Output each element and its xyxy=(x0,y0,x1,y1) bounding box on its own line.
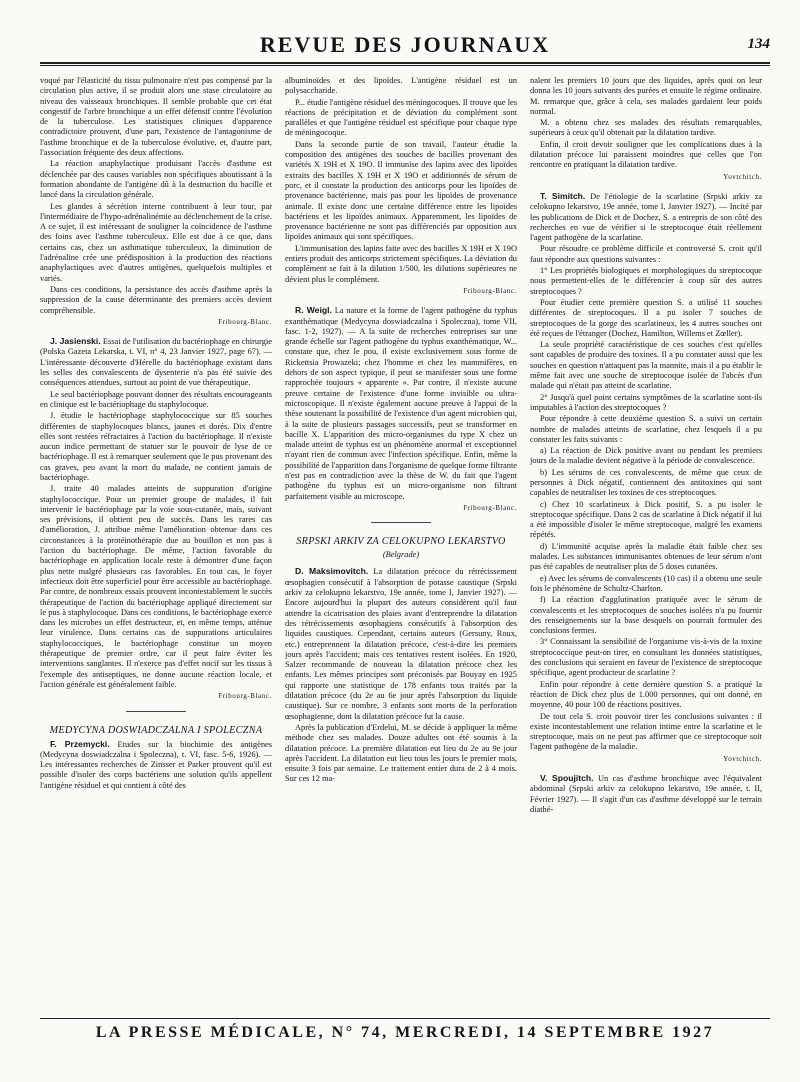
column-1 xyxy=(40,76,272,1014)
article-paragraph xyxy=(40,411,272,483)
paragraph-text: Enfin pour répondre à cette dernière question S. a pratiqué la réaction de Dick chez plus de 1.000 personnes, qui ont donné, en moyenne, 40 pour 100 de réactions positives. xyxy=(530,679,762,710)
paragraph-text: Pour résoudre ce problème difficile et controversé S. croit qu'il faut répondre aux questions suivantes : xyxy=(530,244,762,264)
section-heading: MEDYCYNA DOSWIADCZALNA I SPOLECZNA xyxy=(49,724,263,736)
article-lead-paragraph xyxy=(530,191,762,243)
article-signature: Yovtchitch. xyxy=(723,172,762,181)
paragraph-text: J. traite 40 malades atteints de suppuration d'origine staphylococcique. Pour un premier groupe de malades, il fait intervenir le bactériophage par la voie sous-cutanée, mais, suivant ses prévisions, il obtient peu de succès. Dans les rares cas d'amélioration, J. attribue même l'amélioration obtenue dans ces circonstances à la protéinothérapie due au bouillon et non pas à l'action du bactériophage. De même, l'action favorable du bactériophage en application locale reste à démontrer d'une façon plus nette malgré plusieurs cas favorables. En tout cas, le foyer infectieux doit être superficiel pour être accessible au bactériophage. Par contre, de nombreux essais prouvent incontestablement le succès thérapeutique de l'action du bactériophage appliqué directement sur le pus à staphylocoque. Dans ces conditions, le bactériophage exerce dans les microbes un effet destructeur, et, en même temps, atténue leur virulence. Dans certains cas de suppurations articulaires staphylococciques, le bactériophage constitue un moyen thérapeutique de premier ordre, car il peut faire éviter les interventions sanglantes. Il n'exerce pas d'effet nocif sur les tissus à l'exemple des antiseptiques, ne donne aucune réaction locale, et l'action générale est généralement faible. xyxy=(40,484,272,689)
article-signature: Fribourg-Blanc. xyxy=(463,503,517,512)
paragraph-text: Pour répondre à cette deuxième question S. a suivi un certain nombre de malades atteints de scarlatine, chez lesquels il a pu constater les faits suivants : xyxy=(530,414,762,444)
article-paragraph xyxy=(40,202,272,284)
paragraph-text: f) La réaction d'agglutination pratiquée avec le sérum de convalescents et les streptocoques de souches isolées n'a pu fournir des renseignements sur la base desquels on pourrait formuler des conclusions fermes. xyxy=(530,595,762,636)
paragraph-text: Pour étudier cette première question S. a utilisé 11 souches différentes de streptocoques. Il a pu isoler 7 souches de streptocoques de la gorge des scarlatineux, les 4 autres souches ont été reçues de l'étranger (Dochez, Hamilton, Willems et Zœller). xyxy=(530,297,762,338)
article-paragraph xyxy=(530,118,762,139)
article-lead-paragraph xyxy=(40,336,272,388)
article-paragraph xyxy=(530,542,762,573)
paragraph-text: La dilatation précoce du rétrécissement œsophagien consécutif à l'absorption de potasse caustique (Srpski arkiv za celokupno lekarstvo, 19e année, tome I, Janvier 1927). — Encore aujourd'hui la plupart des auteurs considèrent qu'il faut attendre la cicatrisation des plaies avant d'entreprendre la dilatation des rétrécissements œsophagiens consécutifs à l'absorption des liquides caustiques. Cependant, certains auteurs (Gersuny, Roux, etc.) entreprennent la dilatation précoce, c'est-à-dire les premiers jours après l'accident; mais ces tentatives restent isolées. En 1920, Salzer recommande de nouveau la dilatation précoce chez les enfants. Les mêmes principes sont préconisés par Bouyay en 1925 qui rapporte une statistique de 178 enfants tous traités par la dilatation précoce (du 2e au 6e jour après l'absorption du liquide caustique). Sur ce nombre, 3 enfants sont morts de la perforation œsophagienne, dont la dilatation précoce fut la cause. xyxy=(285,567,517,721)
paragraph-text: Le seul bactériophage pouvant donner des résultats encourageants en clinique est le bactériophage du staphylocoque. xyxy=(40,389,272,409)
article-paragraph xyxy=(285,140,517,243)
paragraph-text: J. étudie le bactériophage staphylococcique sur 85 souches différentes de staphylocoques blancs, jaunes et dorés. Dix d'entre elles sont restées réfractaires à l'action du bactériophage. Il n'existe aucun indice permettant de statuer sur le pouvoir de lyse de ce bactériophage. Il est à remarquer seulement que le pus provenant des cas graves, peu avant la mort du malade, ne contient jamais de bactériophage. xyxy=(40,411,272,482)
paragraph-text: e) Avec les sérums de convalescents (10 cas) il a obtenu une seule fois le phénomène de Schultz-Charlton. xyxy=(530,573,762,593)
article-paragraph xyxy=(530,680,762,711)
article-paragraph xyxy=(40,390,272,411)
article-paragraph xyxy=(530,266,762,297)
article-author: D. Maksimovitch. xyxy=(295,566,369,577)
article-paragraph xyxy=(530,340,762,391)
article-paragraph xyxy=(285,244,517,285)
article-paragraph xyxy=(530,76,762,117)
section-divider xyxy=(126,711,186,712)
article-paragraph xyxy=(530,298,762,339)
section-subheading: (Belgrade) xyxy=(382,550,420,560)
article-paragraph xyxy=(285,76,517,97)
article-paragraph xyxy=(530,712,762,753)
paragraph-text: 1° Les propriétés biologiques et morphologiques du streptocoque nous permettent-elles de le différencier à coup sûr des autres streptocoques ? xyxy=(530,266,762,296)
column-2 xyxy=(285,76,517,1014)
paragraph-text: La réaction anaphylactique produisant l'accès d'asthme est déclenchée par des causes variables non spécifiques aboutissant à la formation abondante de l'antigène dû à la destruction du bacille et lancé dans la circulation générale. xyxy=(40,159,272,200)
article-signature: Fribourg-Blanc. xyxy=(218,692,272,701)
article-author: T. Simitch. xyxy=(540,190,586,201)
header-rule xyxy=(40,62,770,64)
column-3 xyxy=(530,76,762,1014)
article-lead-paragraph xyxy=(285,566,517,721)
paragraph-text: Dans la seconde partie de son travail, l'auteur étudie la composition des antigènes des souches de bacilles provenant des variétés X 19H et X 19O. Il immunise des lapins avec des lipoïdes extraits des bacilles X 19H et X 19O et additionnés de sérum de porc, et il constate la production des anticorps pour les lipoïdes de provenance bactérienne, mais pas pour les lipoïdes de provenance animale. Il existe donc une certaine différence entre les lipoïdes bactériens et les lipoïdes animaux. Apparemment, les lipoïdes de provenance bactérienne ne sont pas différenciés par opposition aux lipoïdes animaux qui sont spécifiques. xyxy=(285,139,517,242)
paragraph-text: Essai de l'utilisation du bactériophage en chirurgie (Polska Gazeta Lekarska, t. VI, n° 4, 23 Janvier 1927, page 67). — L'intéressante découverte d'Hérelle du bactériophage existant dans les selles des convalescents de dysenterie n'a pas été suivie des conséquences attendues, surtout au point de vue thérapeutique. xyxy=(40,337,272,388)
paragraph-text: La seule propriété caractéristique de ces souches c'est qu'elles sont capables de produire des toxines. Il a pu constater aussi que les souches en question n'attaquent pas la mannite, mais il a pu établir le même fait avec une souche de streptocoque isolée de l'abcès d'un malade qui n'était pas atteint de scarlatine. xyxy=(530,340,762,391)
article-signature: Yovtchitch. xyxy=(723,754,762,763)
page-number: 134 xyxy=(747,36,770,52)
paragraph-text: c) Chez 10 scarlatineux à Dick positif, S. a pu isoler le streptocoque spécifique. Dans 2 cas de scarlatine à Dick négatif il lui a été impossible d'isoler le même streptocoque, malgré les examens répétés. xyxy=(530,499,762,540)
header-rule-thin xyxy=(40,65,770,66)
page-header xyxy=(40,28,770,62)
article-author: J. Jasienski. xyxy=(50,336,101,347)
article-author: V. Spoujitch. xyxy=(540,773,594,783)
article-paragraph xyxy=(530,244,762,265)
paragraph-text: 3° Connaissant la sensibilité de l'organisme vis-à-vis de la toxine streptococcique peut-on tirer, en consultant les données statistiques, des conclusions qui seraient en faveur de l'existence de streptocoque spécifique, agent producteur de scarlatine ? xyxy=(530,637,762,678)
paragraph-text: Après la publication d'Erdelui, M. se décide à appliquer la même méthode chez ses malades. Douze adultes ont été soumis à la dilatation précoce. La première dilatation eut lieu du 2e au 9e jour après l'accident. La dilatation eut lieu tous les jours le premier mois, ensuite 3 fois par semaine. Le traitement entier dura de 2 à 4 mois. Sur ces 12 ma- xyxy=(285,722,517,784)
article-paragraph xyxy=(285,723,517,785)
article-author: F. Przemycki. xyxy=(50,738,110,749)
paragraph-text: Etudes sur la biochimie des antigènes (Medycyna doswiadczalna i Spoleczna), t. VI, fasc. 5-6, 1926). — Les intéressantes recherches de Zinsser et Parker prouvent qu'il est possible d'isoler des corps bactériens une solution qu'ils appellent l'antigène résiduel et qui contient à côté des xyxy=(40,739,272,790)
paragraph-text: Un cas d'asthme bronchique avec l'équivalent abdominal (Srpski arkiv za celokupno lekarstvo, 19e année, t. II, Février 1927). — Il s'agit d'un cas d'asthme développé sur le terrain diathé- xyxy=(530,774,762,814)
article-lead-paragraph xyxy=(530,773,762,815)
article-paragraph xyxy=(530,140,762,171)
journal-title: REVUE DES JOURNAUX xyxy=(259,32,551,57)
article-paragraph xyxy=(530,637,762,678)
paragraph-text: M. a obtenu chez ses malades des résultats remarquables, supérieurs à ceux qu'il obtenait par la dilatation tardive. xyxy=(530,118,762,138)
paragraph-text: De l'étiologie de la scarlatine (Srpski arkiv za celokupno lekarstvo, 19e année, tome I, Janvier 1927). — Incité par les publications de Dick et de Dochez, S. a entrepris de son côté des recherches en vue de vérifier si le streptocoque était réellement l'agent pathogène de la scarlatine. xyxy=(530,191,762,243)
article-lead-paragraph xyxy=(40,739,272,791)
article-paragraph xyxy=(40,285,272,316)
article-paragraph xyxy=(40,484,272,690)
section-heading: SRPSKI ARKIV ZA CELOKUPNO LEKARSTVO xyxy=(296,536,506,548)
article-paragraph xyxy=(40,76,272,158)
paragraph-text: b) Les sérums de ces convalescents, de même que ceux de personnes à Dick négatif, contiennent des antitoxines qui sont capables de neutraliser les toxines de ces streptocoques. xyxy=(530,467,762,498)
paragraph-text: 2° Jusqu'à quel point certains symptômes de la scarlatine sont-ils imputables à l'action des streptocoques ? xyxy=(530,392,762,412)
article-paragraph xyxy=(285,98,517,139)
article-paragraph xyxy=(40,159,272,200)
article-paragraph xyxy=(530,468,762,499)
article-lead-paragraph xyxy=(285,305,517,502)
paragraph-text: P... étudie l'antigène résiduel des méningocoques. Il trouve que les réactions de précipitation et de déviation du complément sont parallèles et que l'antigène résiduel est spécifique pour chaque type de méningocoque. xyxy=(285,97,517,138)
paragraph-text: Les glandes à sécrétion interne contribuent à leur tour, par l'intermédiaire de l'hypo-adrénalinémie au déclenchement de la crise. A ce sujet, il est intéressant de souligner la coïncidence de l'asthme des foins avec l'asthme tuberculeux. Elle est due à ce que, dans certains cas, chez un asthmatique tuberculeux, la diminution de l'adrénaline crée une prédisposition à la production des réactions anaphylactiques avec d'autres antigènes, quelquefois multiples et variés. xyxy=(40,201,272,283)
paragraph-text: De tout cela S. croit pouvoir tirer les conclusions suivantes : il existe incontestablement une relation intime entre la scarlatine et le streptocoque, mais on ne peut pas affirmer que ce streptocoque soit l'agent pathogène de la maladie. xyxy=(530,711,762,752)
article-author: R. Weigl. xyxy=(295,305,332,316)
paragraph-text: voqué par l'élasticité du tissu pulmonaire n'est pas compensé par la circulation plus active, il se produit alors une stase circulatoire au niveau des vaisseaux bronchiques. Il semble probable que cet état congestif de l'arbre bronchique a un effet défensif contre l'évolution de la tuberculose. Les statistiques cliniques d'apparence contradictoire prouvent, d'une part, l'existence de l'antagonisme de l'asthme bronchique et de la tuberculose évolutive, et, d'autre part, l'association fréquente des deux affections. xyxy=(40,76,272,158)
paragraph-text: nalent les premiers 10 jours que des liquides, après quoi on leur donna les 10 jours suivants des purées et ensuite le régime ordinaire. M. remarque que, grâce à cela, ses malades gardaient leur poids normal. xyxy=(530,76,762,116)
article-paragraph xyxy=(530,446,762,467)
footer-rule xyxy=(40,1018,770,1019)
paragraph-text: L'immunisation des lapins faite avec des bacilles X 19H et X 19O entiers produit des anticorps strictement spécifiques. La déviation du complément se fait à la dilution 1/500, les dilutions supérieures ne dévient plus le complément. xyxy=(285,243,517,284)
paragraph-text: Dans ces conditions, la persistance des accès d'asthme après la suppression de la cause déterminante des premiers accès devient compréhensible. xyxy=(40,284,272,315)
article-paragraph xyxy=(530,500,762,541)
paragraph-text: d) L'immunité acquise après la maladie était faible chez ses malades. Les substances immunisantes obtenues de leur sérum n'ont pas été capables de neutraliser plus de 5 doses cutanées. xyxy=(530,541,762,572)
page-footer: LA PRESSE MÉDICALE, N° 74, MERCREDI, 14 SEPTEMBRE 1927 xyxy=(95,1024,715,1041)
article-paragraph xyxy=(530,595,762,636)
article-paragraph xyxy=(530,414,762,445)
article-paragraph xyxy=(530,393,762,414)
article-signature: Fribourg-Blanc. xyxy=(218,317,272,326)
section-divider xyxy=(371,522,431,523)
paragraph-text: albuminoïdes et des lipoïdes. L'antigène résiduel est un polysaccharide. xyxy=(285,76,517,96)
paragraph-text: La nature et la forme de l'agent pathogène du typhus exanthématique (Medycyna doswiadczalna i Spoleczna), tome VII, fasc. 1-2, 1927). — A la suite de recherches entreprises sur une grande échelle sur l'agent pathogène du typhus exanthématique, W... constate que, chez le pou, il existe exclusivement sous forme de Rickettsia Prowazeki; chez l'homme et chez les mammifères, en dehors de son aspect typique, il peut se manifester sous une forme rapprochée toujours « apparente ». Par contre, il n'existe aucune preuve certaine de l'existence d'une forme invisible ou ultra-microscopique. Il n'existe également aucune preuve à l'appui de la thèse soutenant la possibilité de l'existence d'un agent microbien qui, à la suite de plusieurs passages successifs, peut se transformer en bacille X. L'apparition des micro-organismes du type X chez un malade atteint de typhus est un phénomène anormal et exceptionnel n'ayant rien de commun avec l'infection spécifique. Enfin, même la possibilité de l'apparition dans l'organisme de quelque forme filtrante n'est pas en contradiction avec la thèse de W. du fait que l'agent pathogène du typhus est un micro-organisme non filtrant parfaitement visible au microscope. xyxy=(285,306,517,501)
paragraph-text: a) La réaction de Dick positive avant ou pendant les premiers jours de la maladie devient négative à la période de convalescence. xyxy=(530,446,762,466)
article-paragraph xyxy=(530,574,762,595)
paragraph-text: Enfin, il croit devoir souligner que les complications dues à la dilatation précoce lui paraissent moindres que celles que l'on rencontre en pratiquant la dilatation tardive. xyxy=(530,139,762,170)
article-signature: Fribourg-Blanc. xyxy=(463,286,517,295)
